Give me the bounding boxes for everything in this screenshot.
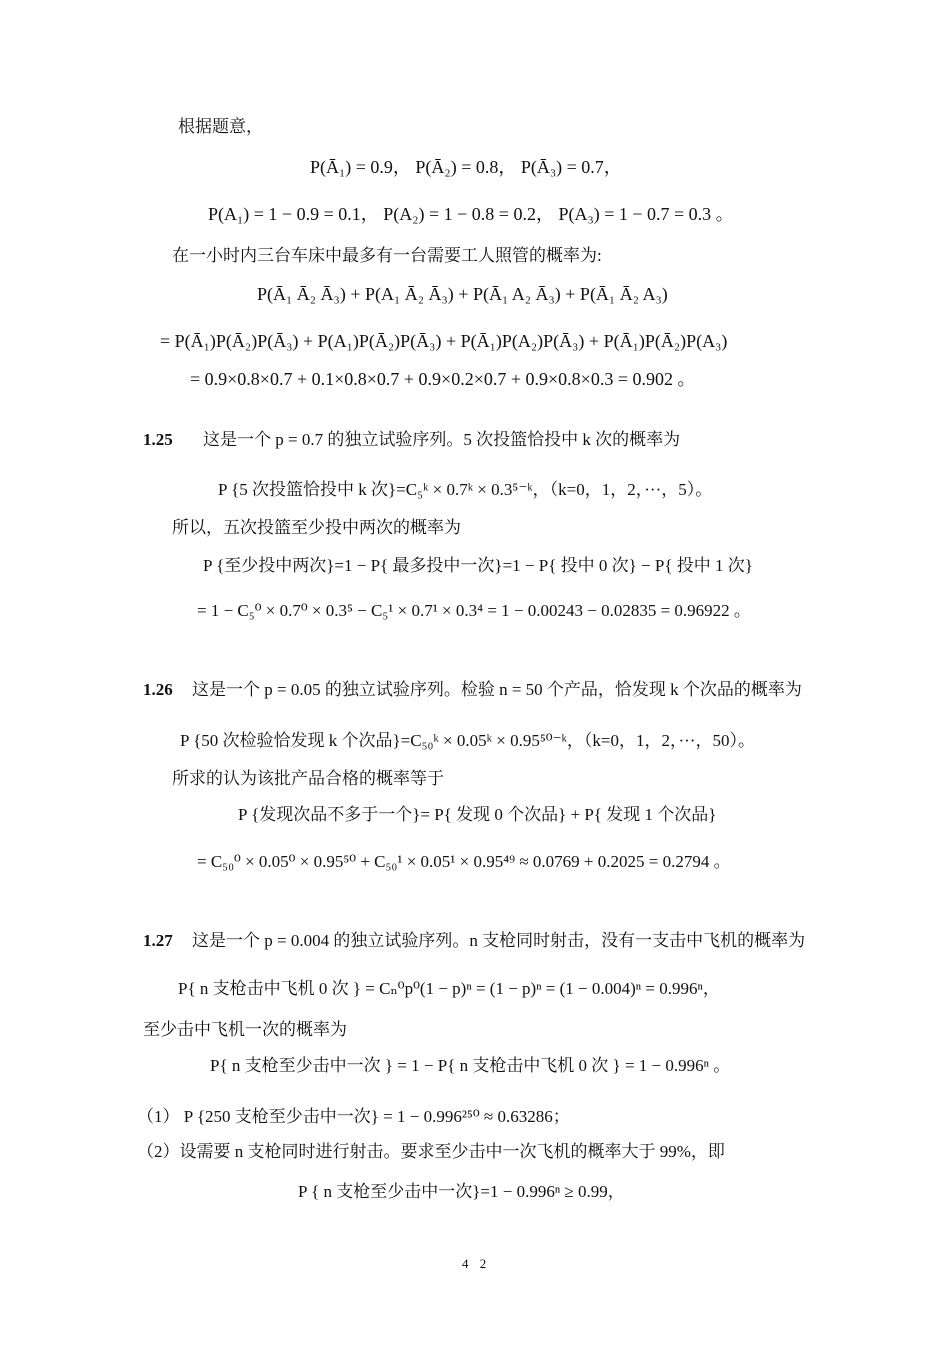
formula-line: P(Ā₁ Ā₂ Ā₃) + P(A₁ Ā₂ Ā₃) + P(Ā₁ A₂ Ā₃) + P(Ā₁ Ā₂ A₃) — [257, 284, 668, 304]
problem-number: 1.25 — [143, 430, 173, 449]
text-line: 根据题意， — [178, 117, 263, 136]
formula-line: P {50 次检验恰发现 k 个次品}=C₅₀ᵏ × 0.05ᵏ × 0.95⁵⁰⁻ᵏ，（k=0，1，2，···，50）。 — [180, 731, 755, 750]
formula-line: P(A₁) = 1 − 0.9 = 0.1， P(A₂) = 1 − 0.8 = 0.2， P(A₃) = 1 − 0.7 = 0.3 。 — [208, 204, 734, 224]
formula-line: = 1 − C₅⁰ × 0.7⁰ × 0.3⁵ − C₅¹ × 0.7¹ × 0.3⁴ = 1 − 0.00243 − 0.02835 = 0.96922 。 — [197, 601, 751, 620]
text-line: 所求的认为该批产品合格的概率等于 — [172, 769, 444, 788]
formula-line: P {发现次品不多于一个}= P{ 发现 0 个次品} + P{ 发现 1 个次品} — [238, 805, 717, 824]
formula-line: P{ n 支枪击中飞机 0 次 } = Cₙ⁰p⁰(1 − p)ⁿ = (1 − p)ⁿ = (1 − 0.004)ⁿ = 0.996ⁿ， — [178, 979, 720, 998]
formula-line: （1） P {250 支枪至少击中一次} = 1 − 0.996²⁵⁰ ≈ 0.63286； — [137, 1107, 570, 1126]
text-line: 所以，五次投篮至少投中两次的概率为 — [172, 518, 461, 537]
text-line: 在一小时内三台车床中最多有一台需要工人照管的概率为: — [172, 246, 602, 265]
page-number: 4 2 — [462, 1256, 491, 1271]
text-line: （2）设需要 n 支枪同时进行射击。要求至少击中一次飞机的概率大于 99%，即 — [137, 1142, 725, 1161]
text-line: 这是一个 p = 0.7 的独立试验序列。5 次投篮恰投中 k 次的概率为 — [203, 430, 681, 449]
formula-line: P {5 次投篮恰投中 k 次}=C₅ᵏ × 0.7ᵏ × 0.3⁵⁻ᵏ，（k=0，1，2，···，5）。 — [218, 480, 713, 499]
formula-line: P(Ā₁) = 0.9， P(Ā₂) = 0.8， P(Ā₃) = 0.7， — [310, 157, 622, 177]
formula-line: P {至少投中两次}=1 − P{ 最多投中一次}=1 − P{ 投中 0 次} − P{ 投中 1 次} — [203, 556, 753, 575]
formula-line: = 0.9×0.8×0.7 + 0.1×0.8×0.7 + 0.9×0.2×0.7 + 0.9×0.8×0.3 = 0.902 。 — [190, 369, 696, 389]
formula-line: P{ n 支枪至少击中一次 } = 1 − P{ n 支枪击中飞机 0 次 } = 1 − 0.996ⁿ 。 — [210, 1056, 731, 1075]
formula-line: = C₅₀⁰ × 0.05⁰ × 0.95⁵⁰ + C₅₀¹ × 0.05¹ × 0.95⁴⁹ ≈ 0.0769 + 0.2025 = 0.2794 。 — [197, 852, 731, 871]
problem-number: 1.27 — [143, 931, 173, 950]
text-line: 至少击中飞机一次的概率为 — [143, 1020, 347, 1039]
formula-line: P { n 支枪至少击中一次}=1 − 0.996ⁿ ≥ 0.99， — [298, 1182, 625, 1201]
text-line: 这是一个 p = 0.05 的独立试验序列。检验 n = 50 个产品，恰发现 k 个次品的概率为 — [192, 680, 802, 699]
formula-line: = P(Ā₁)P(Ā₂)P(Ā₃) + P(A₁)P(Ā₂)P(Ā₃) + P(Ā₁)P(A₂)P(Ā₃) + P(Ā₁)P(Ā₂)P(A₃) — [160, 331, 728, 351]
text-line: 这是一个 p = 0.004 的独立试验序列。n 支枪同时射击，没有一支击中飞机的概率为 — [192, 931, 806, 950]
problem-number: 1.26 — [143, 680, 173, 699]
